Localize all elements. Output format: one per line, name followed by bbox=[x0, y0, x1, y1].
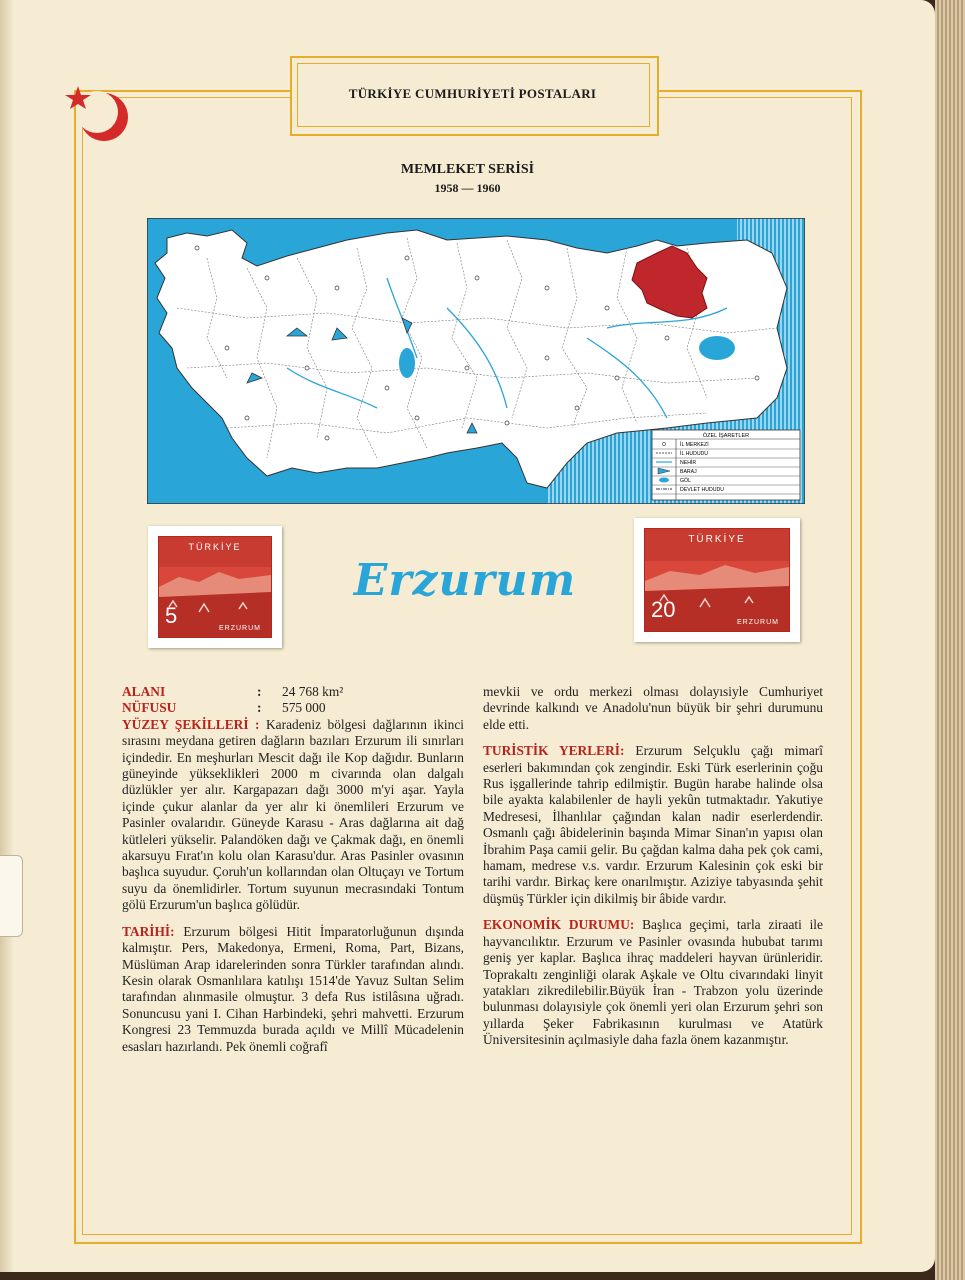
city-title: Erzurum bbox=[353, 555, 577, 606]
salt-lake bbox=[399, 348, 415, 378]
population-row bbox=[122, 700, 464, 716]
tourism-text: Erzurum Selçuklu çağı mimarî eserleri bakımından çok zengindir. Eski Türk eserlerinin çoğu Rus işgallerinde tahrip edilmiştir. Bugün harabe halinde olsa bile ayakta kalabilenler de hayli yekûn tutmaktadır. Yakutiye Medresesi, İlhanlılar çağından kalan nadir eserlerdendir. Osmanlı çağı âbidelerinin başında Mimar Sinan'ın yapısı olan İbrahim Paşa camii gelir. Bu çağdan kalma daha pek çok cami, hamam, medrese v.s. vardır. Erzurum Kalesinin çok eski bir tarihi vardır. Birkaç kere onarılmıştır. Aziziye tabyasında şehit düşmüş Türkler için dikilmiş bir âbide vardır. bbox=[483, 743, 823, 906]
stamp-5[interactable] bbox=[148, 526, 282, 648]
population-label: NÜFUSU bbox=[122, 700, 177, 716]
crescent-star-icon bbox=[60, 80, 140, 150]
stamp-country: TÜRKİYE bbox=[188, 542, 242, 552]
area-colon: : bbox=[257, 684, 262, 699]
left-column bbox=[122, 684, 464, 1055]
page-title: TÜRKİYE CUMHURİYETİ POSTALARI bbox=[348, 86, 597, 101]
stamp-value: 5 bbox=[165, 603, 178, 628]
right-column bbox=[483, 684, 823, 1049]
series-years: 1958 — 1960 bbox=[434, 181, 501, 195]
area-label: ALANI bbox=[122, 684, 166, 699]
history-label: TARİHİ: bbox=[122, 923, 175, 939]
surface-text: Karadeniz bölgesi dağlarının ikinci sırasını meydana getiren dağların bazıları Erzurum ili sınırları içindedir. En meşhurları Mescit dağı ile Kop dağıdır. Bunların güneyinde yükseklikleri 2000 m civarında olan dalgalı düzlükler yer alır. Kargapazarı dağı 3000 m'yi aşar. Yayla içinde çukur alanlar da yer alır ki önemlileri Erzurum ve Pasinler ovalarıdır. Güneyde Karasu - Aras dağlarına ait dağ kütleleri yükselir. Palandöken dağı ve Çakmak dağı, en önemli akarsuyu Fırat'ın kolu olan Karasu'dur. Aras Pasinler ovasının başlıca suyudur. Çoruh'un kollarından olan Oltuçayı ve Tortum suyu da önemlidirler. Tortum suyunun mecrasındaki Tontum gölü Erzurum'un başlıca gölüdür. bbox=[122, 716, 464, 913]
economy-label: EKONOMİK DURUMU: bbox=[483, 917, 635, 933]
turkey-map bbox=[147, 218, 805, 504]
legend-item: İL HUDUDU bbox=[680, 451, 709, 457]
economy-section bbox=[483, 917, 823, 1048]
series-name: MEMLEKET SERİSİ bbox=[400, 162, 535, 177]
stamp-country: TÜRKİYE bbox=[688, 534, 746, 545]
tourism-section bbox=[483, 743, 823, 907]
surface-label: YÜZEY ŞEKİLLERİ : bbox=[122, 716, 260, 732]
legend-item: BARAJ bbox=[680, 469, 697, 475]
population-colon: : bbox=[257, 700, 262, 716]
stamp-20[interactable] bbox=[634, 518, 800, 642]
economy-text: Başlıca geçimi, tarla ziraati ile hayvancılıktır. Erzurum ve Pasinler ovasında hububat tarımı geniş yer kaplar. Başlıca ihraç maddeleri hayvan ürünleridir. Toprakaltı zenginliği olarak Aşkale ve Oltu civarındaki linyit yatakları zikredilebilir.Büyük İran - Trabzon yolu üzerinde bulunması dolayısiyle çok önemli yeri olan Erzurum şehri son yıllarda Şeker Fabrikasının kurulması ve Atatürk Üniversitesinin açılmasiyle daha fazla önem kazanmıştır. bbox=[483, 917, 823, 1048]
legend-item: GÖL bbox=[680, 478, 691, 484]
map-legend bbox=[652, 430, 800, 500]
stamp-value: 20 bbox=[651, 597, 676, 622]
history-text: Erzurum bölgesi Hitit İmparatorluğunun dışında kalmıştır. Pers, Makedonya, Ermeni, Roma, Part, Bizans, Müslüman Arap idarelerinden sonra Türkler tarafından alındı. Kesin olarak Osmanlılara katılışı 1514'de Yavuz Sultan Selim tarafından alınmasile olmuştur. 3 defa Rus istilâsına uğradı. Sonuncusu yani I. Cihan Harbindeki, şehri mahvetti. Erzurum Kongresi 23 Temmuzda burada açıldı ve Millî Mücadelenin esasları hazırlandı. Pek önemli coğrafî bbox=[122, 923, 464, 1054]
legend-item: DEVLET HUDUDU bbox=[680, 487, 725, 493]
stamp-city: ERZURUM bbox=[737, 619, 779, 626]
stamp-city: ERZURUM bbox=[219, 625, 261, 632]
area-value: 24 768 km² bbox=[282, 684, 344, 699]
album-page-edges bbox=[935, 0, 965, 1280]
legend-title: ÖZEL İŞARETLER bbox=[702, 433, 750, 439]
legend-item: İL MERKEZİ bbox=[680, 442, 709, 448]
tourism-label: TURİSTİK YERLERİ: bbox=[483, 743, 625, 759]
area-row bbox=[122, 684, 464, 700]
page-tab[interactable] bbox=[0, 855, 23, 937]
surface-section bbox=[122, 717, 464, 914]
history-continued: mevkii ve ordu merkezi olması dolayısiyle Cumhuriyet devrinde kalkındı ve Anadolu'nun büyük bir şehri durumunu elde etti. bbox=[483, 684, 823, 732]
legend-item: NEHİR bbox=[680, 460, 697, 466]
lake-van bbox=[699, 336, 735, 360]
history-section bbox=[122, 924, 464, 1055]
population-value: 575 000 bbox=[282, 700, 326, 716]
